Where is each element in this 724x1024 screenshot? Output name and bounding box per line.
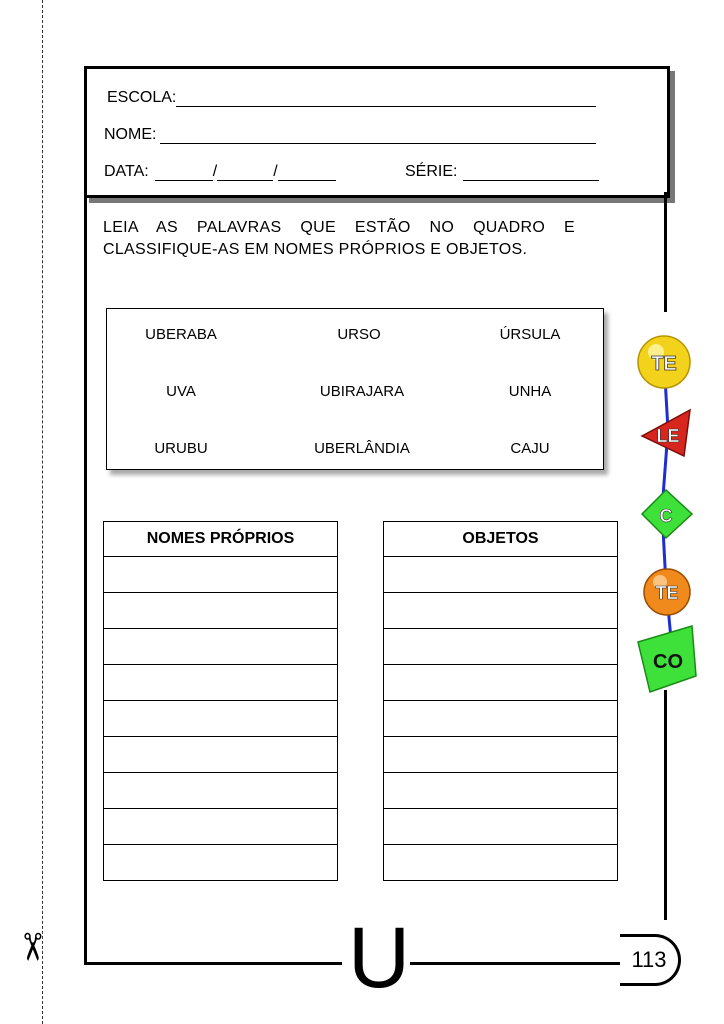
- serie-field[interactable]: [463, 164, 599, 181]
- syllable-flag-co: [638, 626, 696, 692]
- featured-letter: U: [348, 910, 411, 1006]
- page-number: 113: [620, 934, 681, 986]
- nome-field[interactable]: [160, 127, 596, 144]
- answer-row[interactable]: [384, 629, 617, 665]
- answer-row[interactable]: [104, 809, 337, 845]
- answer-row[interactable]: [384, 593, 617, 629]
- data-year-field[interactable]: [278, 164, 336, 181]
- data-separator-1: /: [212, 163, 218, 180]
- syllable-mobile-decoration: [634, 330, 706, 700]
- word-item: UVA: [166, 383, 196, 400]
- frame-right-border-bottom: [664, 690, 667, 920]
- word-item: URUBU: [154, 440, 208, 457]
- word-item: ÚRSULA: [499, 326, 561, 343]
- frame-bottom-border-left: [84, 962, 342, 965]
- answer-row[interactable]: [384, 809, 617, 845]
- cut-guide-line: [42, 0, 43, 1024]
- serie-line: [405, 163, 599, 181]
- syllable-diamond-c: [642, 490, 692, 538]
- word-item: CAJU: [510, 440, 550, 457]
- answer-row[interactable]: [384, 845, 617, 880]
- data-label: DATA:: [104, 163, 149, 180]
- data-separator-2: /: [273, 163, 278, 180]
- syllable-text: CO: [653, 651, 683, 673]
- student-info-box: [84, 66, 670, 198]
- nome-line: [104, 126, 596, 144]
- frame-left-border: [84, 192, 87, 964]
- answer-row[interactable]: [384, 737, 617, 773]
- word-box: [106, 308, 604, 470]
- answer-row[interactable]: [384, 557, 617, 593]
- answer-row[interactable]: [104, 557, 337, 593]
- objects-table: [383, 521, 618, 881]
- syllable-text: C: [659, 506, 673, 526]
- answer-row[interactable]: [104, 665, 337, 701]
- frame-right-border-top: [664, 192, 667, 312]
- word-item: UBERLÂNDIA: [314, 440, 410, 457]
- nome-label: NOME:: [104, 126, 157, 143]
- word-item: UBERABA: [145, 326, 217, 343]
- word-item: UBIRAJARA: [319, 383, 405, 400]
- word-item: UNHA: [508, 383, 552, 400]
- answer-row[interactable]: [384, 701, 617, 737]
- objects-header: OBJETOS: [384, 522, 617, 557]
- escola-line: [107, 89, 596, 107]
- syllable-ball-te-orange: [644, 569, 690, 615]
- syllable-ball-te: [638, 336, 690, 388]
- scissors-icon: ✂: [9, 931, 54, 963]
- answer-row[interactable]: [104, 701, 337, 737]
- answer-row[interactable]: [384, 773, 617, 809]
- data-month-field[interactable]: [217, 164, 273, 181]
- word-item: URSO: [337, 326, 381, 343]
- answer-row[interactable]: [104, 845, 337, 880]
- data-day-field[interactable]: [155, 164, 213, 181]
- answer-row[interactable]: [104, 773, 337, 809]
- answer-row[interactable]: [104, 629, 337, 665]
- answer-row[interactable]: [104, 593, 337, 629]
- frame-bottom-border-right: [410, 962, 622, 965]
- proper-names-header: NOMES PRÓPRIOS: [104, 522, 337, 557]
- syllable-text: TE: [651, 353, 677, 375]
- escola-field[interactable]: [176, 90, 596, 107]
- answer-row[interactable]: [104, 737, 337, 773]
- answer-row[interactable]: [384, 665, 617, 701]
- syllable-text: LE: [656, 426, 680, 446]
- escola-label: ESCOLA:: [107, 89, 177, 106]
- syllable-text: TE: [655, 583, 679, 603]
- proper-names-table: [103, 521, 338, 881]
- data-line: [104, 163, 336, 181]
- serie-label: SÉRIE:: [405, 163, 458, 180]
- instruction-text: LEIA AS PALAVRAS QUE ESTÃO NO QUADRO E CLASSIFIQUE-AS EM NOMES PRÓPRIOS E OBJETOS.: [103, 219, 575, 258]
